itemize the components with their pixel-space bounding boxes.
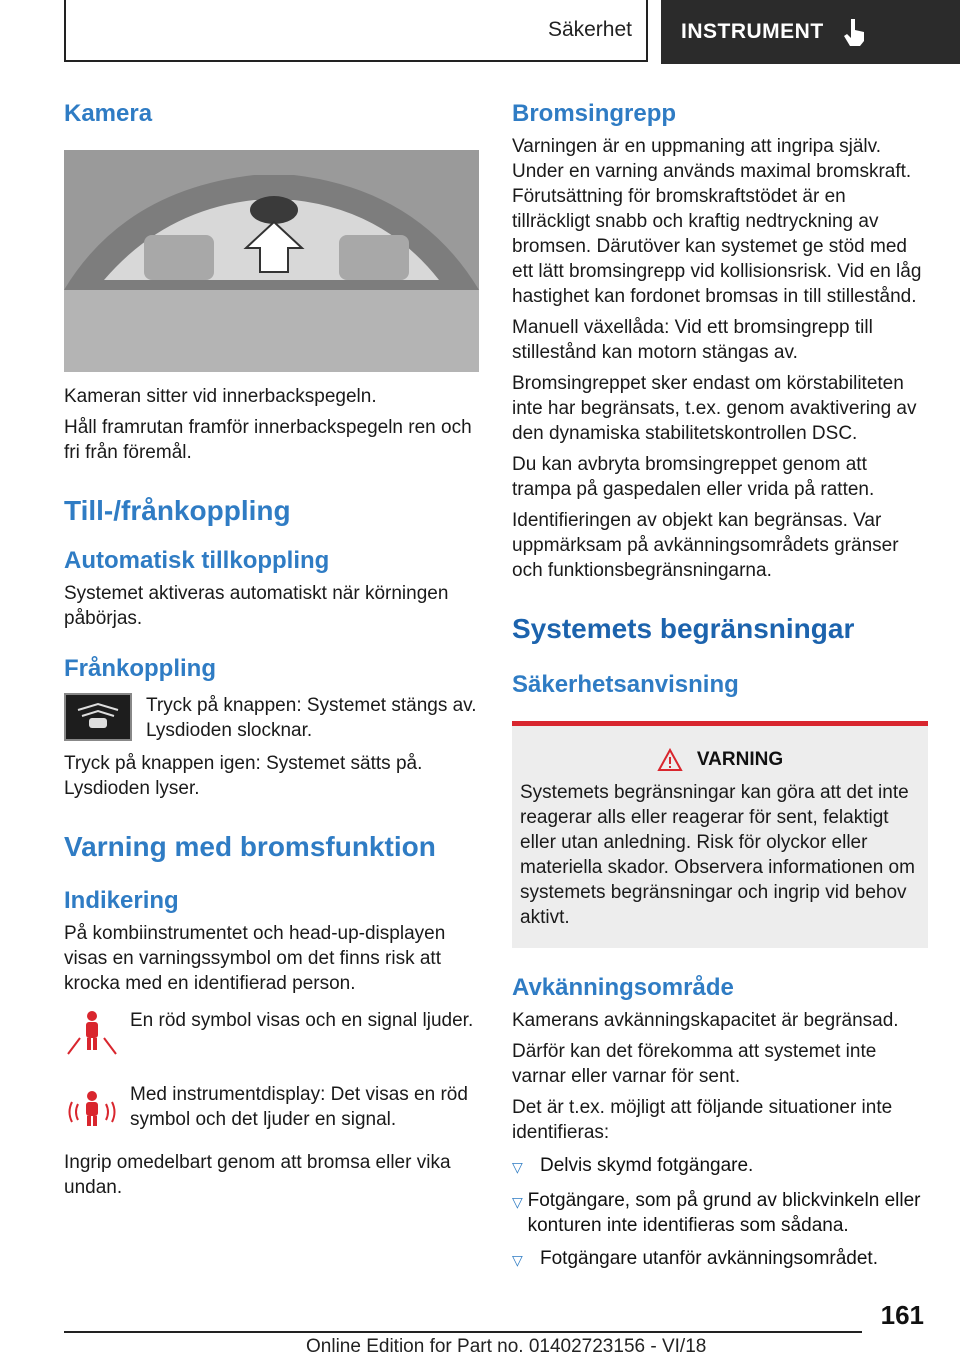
pedestrian-signal-icon bbox=[64, 1082, 120, 1132]
off-text-2: Tryck på knappen igen: Systemet sätts på. Lysdioden lyser. bbox=[64, 753, 423, 799]
heading-auto: Automatisk tillkoppling bbox=[64, 547, 330, 574]
triangle-bullet-icon: ▽ bbox=[512, 1194, 523, 1210]
heading-indication: Indikering bbox=[64, 887, 179, 914]
list-item bbox=[512, 1246, 928, 1273]
triangle-bullet-icon: ▽ bbox=[512, 1159, 523, 1175]
footer-edition: Online Edition for Part no. 01402723156 - VI/18 bbox=[306, 1336, 707, 1357]
off-text-1: Tryck på knappen: Systemet stängs av. Lysdioden slocknar. bbox=[146, 695, 477, 741]
footer-divider bbox=[64, 1331, 862, 1333]
list-item bbox=[512, 1153, 928, 1180]
symbol-row-1 bbox=[64, 1008, 479, 1058]
warning-triangle-icon bbox=[657, 748, 683, 772]
chapter-tab bbox=[661, 0, 960, 64]
chapter-label: INSTRUMENT bbox=[681, 20, 824, 43]
symbol-row-2 bbox=[64, 1082, 479, 1132]
symbol-text-2: Med instrumentdisplay: Det visas en röd symbol och det ljuder en signal. bbox=[130, 1084, 468, 1130]
heading-warning-brake: Varning med bromsfunktion bbox=[64, 831, 436, 862]
list-item-text: Delvis skymd fotgängare. bbox=[540, 1155, 754, 1176]
pedestrian-warning-icon bbox=[64, 1008, 120, 1058]
page-number: 161 bbox=[880, 1300, 924, 1330]
heading-brake: Bromsingrepp bbox=[512, 100, 677, 127]
camera-text-2: Håll framrutan framför innerbackspegeln ren och fri från föremål. bbox=[64, 417, 472, 463]
list-item-text: Fotgängare utanför avkänningsområdet. bbox=[540, 1248, 878, 1269]
heading-safety: Säkerhetsanvisning bbox=[512, 671, 739, 698]
range-text-3: Det är t.ex. möjligt att följande situationer inte identifieras: bbox=[512, 1097, 893, 1143]
left-column bbox=[64, 100, 479, 1200]
brake-text-1: Varningen är en uppmaning att ingripa själv. Under en varning används maximal bromskraft. Förutsättning för bromskraftstödet är en tillräckligt snabb och kraftig nedtryckning av bromsen. Därutöver kan systemet ge stöd med ett lätt bromsingrepp vid kollisionsrisk. Vid en låg hastighet kan fordonet bromsas in till stillestånd. bbox=[512, 136, 922, 307]
heading-camera: Kamera bbox=[64, 100, 153, 127]
page-header bbox=[64, 0, 960, 64]
button-instruction bbox=[64, 693, 479, 743]
camera-text-1: Kameran sitter vid innerbackspegeln. bbox=[64, 386, 377, 407]
hand-pointer-icon bbox=[842, 17, 868, 47]
indication-text: På kombiinstrumentet och head-up-displayen visas en varningssymbol om det finns risk att krocka med en identifierad person. bbox=[64, 923, 446, 994]
warning-title bbox=[520, 748, 920, 772]
button-icon bbox=[64, 693, 132, 741]
brake-text-5: Identifieringen av objekt kan begränsas. Var uppmärksam på avkänningsområdets gränser och funktionsbegränsningarna. bbox=[512, 510, 899, 581]
list-item-text: Fotgängare, som på grund av blickvinkeln eller konturen inte identifieras som sådana. bbox=[527, 1190, 921, 1236]
auto-text: Systemet aktiveras automatiskt när körningen påbörjas. bbox=[64, 583, 449, 629]
heading-onoff: Till-/frånkoppling bbox=[64, 495, 291, 526]
section-tab bbox=[64, 0, 648, 62]
section-label: Säkerhet bbox=[547, 18, 632, 41]
brake-text-2: Manuell växellåda: Vid ett bromsingrepp till stillestånd kan motorn stängas av. bbox=[512, 317, 873, 363]
right-column bbox=[512, 100, 928, 1273]
heading-range: Avkänningsområde bbox=[512, 974, 734, 1001]
warning-label: VARNING bbox=[696, 749, 784, 770]
brake-text-4: Du kan avbryta bromsingreppet genom att trampa på gaspedalen eller vrida på ratten. bbox=[512, 454, 875, 500]
symbol-text-1: En röd symbol visas och en signal ljuder. bbox=[130, 1010, 474, 1031]
camera-photo bbox=[64, 150, 479, 372]
final-text: Ingrip omedelbart genom att bromsa eller vika undan. bbox=[64, 1152, 451, 1198]
warning-text: Systemets begränsningar kan göra att det inte reagerar alls eller reagerar för sent, felaktigt eller utan anledning. Risk för olyckor eller materiella skador. Observera informationen om systemets begränsningar och ingrip vid behov aktivt. bbox=[520, 782, 915, 928]
heading-limits: Systemets begränsningar bbox=[512, 613, 855, 644]
heading-off: Frånkoppling bbox=[64, 655, 216, 682]
list-item bbox=[512, 1188, 928, 1238]
range-text-2: Därför kan det förekomma att systemet inte varnar eller varnar för sent. bbox=[512, 1041, 877, 1087]
range-text-1: Kamerans avkänningskapacitet är begränsad. bbox=[512, 1010, 899, 1031]
bullet-list bbox=[512, 1153, 928, 1273]
triangle-bullet-icon: ▽ bbox=[512, 1252, 523, 1268]
warning-box bbox=[512, 721, 928, 948]
brake-text-3: Bromsingreppet sker endast om körstabiliteten inte har begränsats, t.ex. genom avaktivering av den dynamiska stabilitetskontrollen DSC. bbox=[512, 373, 917, 444]
